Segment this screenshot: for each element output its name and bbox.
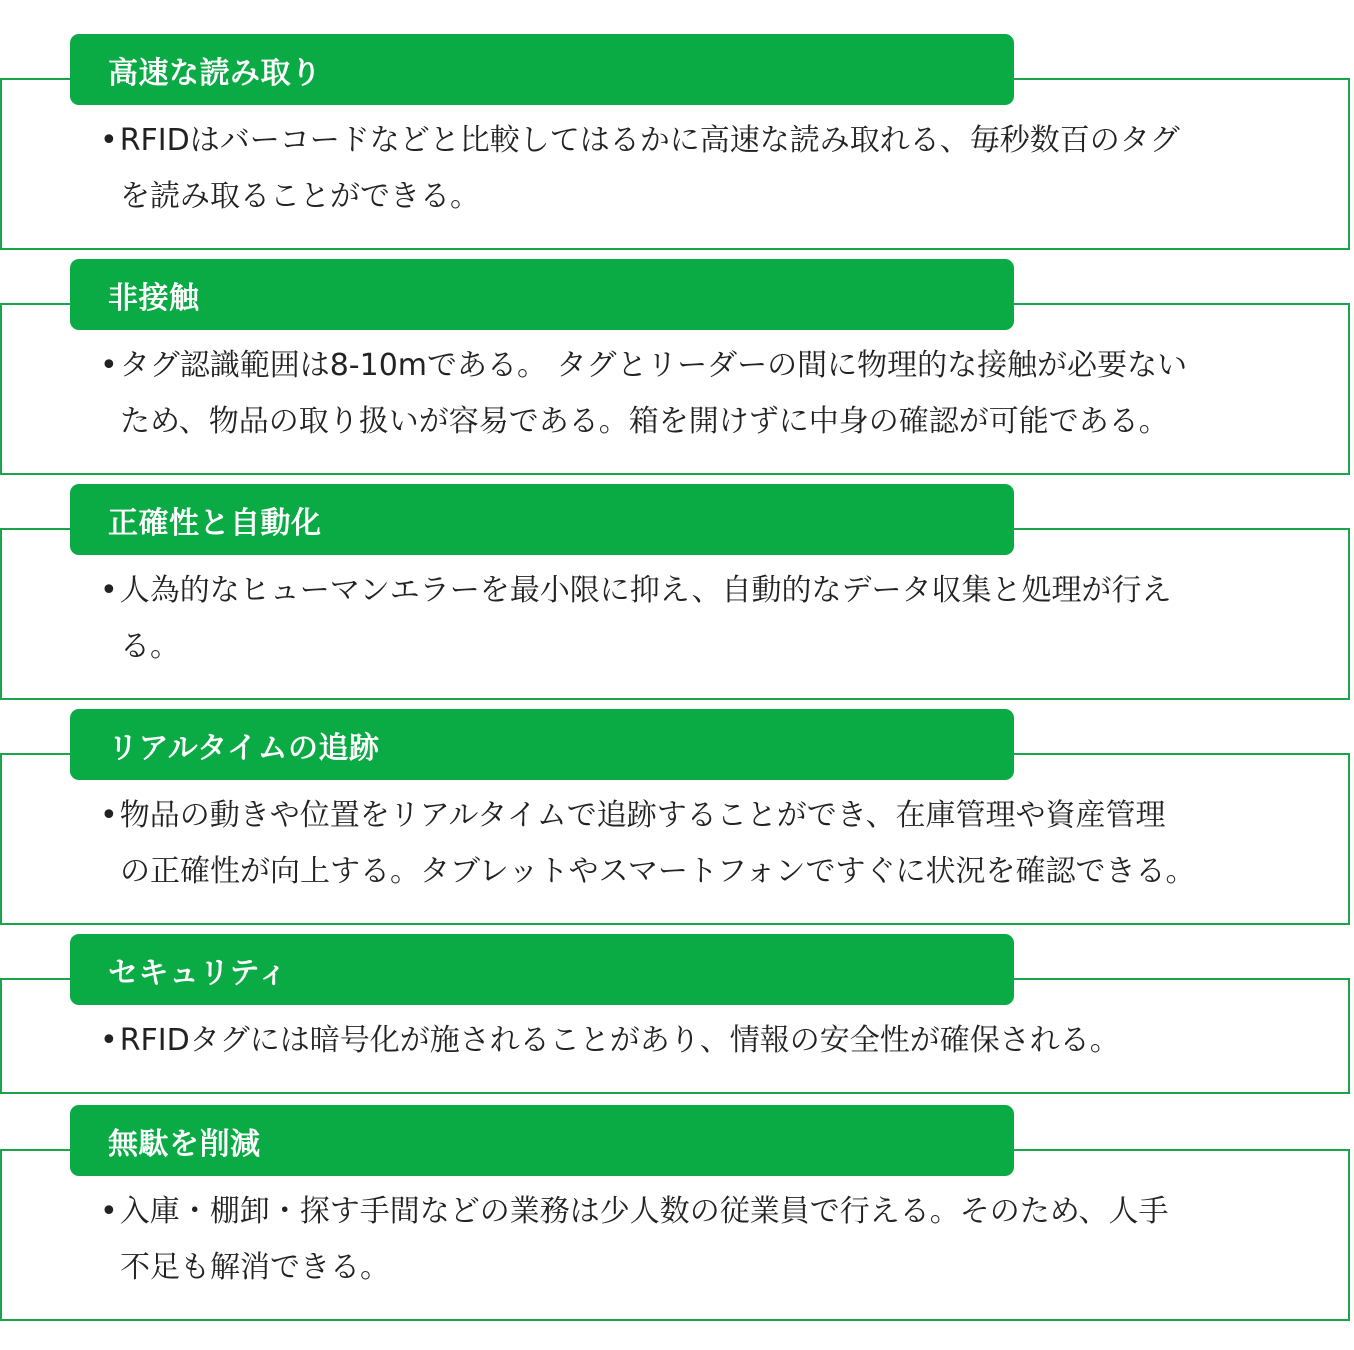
section-heading bbox=[70, 34, 1014, 105]
section-heading bbox=[70, 259, 1014, 330]
section-body bbox=[100, 1184, 1258, 1296]
body-line: •人為的なヒューマンエラーを最小限に抑え、自動的なデータ収集と処理が行え bbox=[108, 563, 1258, 619]
section-body bbox=[100, 563, 1258, 675]
body-line: る。 bbox=[120, 629, 180, 664]
body-line: •タグ認識範囲は8-10mである。 タグとリーダーの間に物理的な接触が必要ない bbox=[108, 338, 1258, 394]
section-heading bbox=[70, 709, 1014, 780]
bullet-icon: • bbox=[100, 1023, 118, 1058]
bullet-icon: • bbox=[100, 573, 118, 608]
bullet-icon: • bbox=[100, 798, 118, 833]
section-body bbox=[100, 113, 1258, 225]
section-heading bbox=[70, 934, 1014, 1005]
section-title: セキュリティ bbox=[108, 955, 288, 991]
section-title: 高速な読み取り bbox=[108, 55, 322, 91]
bullet-icon: • bbox=[100, 348, 118, 383]
body-line: •RFIDタグには暗号化が施されることがあり、情報の安全性が確保される。 bbox=[108, 1013, 1258, 1069]
section-heading bbox=[70, 1105, 1014, 1176]
body-line: の正確性が向上する。タブレットやスマートフォンですぐに状況を確認できる。 bbox=[120, 854, 1196, 889]
section-title: 正確性と自動化 bbox=[108, 505, 322, 541]
section-body bbox=[100, 1013, 1258, 1069]
bullet-icon: • bbox=[100, 1194, 118, 1229]
section-heading bbox=[70, 484, 1014, 555]
section-title: 無駄を削減 bbox=[108, 1126, 261, 1162]
section-title: 非接触 bbox=[108, 280, 200, 316]
body-line: •物品の動きや位置をリアルタイムで追跡することができ、在庫管理や資産管理 bbox=[108, 788, 1258, 844]
section-body bbox=[100, 788, 1258, 900]
body-line: 不足も解消できる。 bbox=[120, 1250, 390, 1285]
body-line: を読み取ることができる。 bbox=[120, 179, 480, 214]
body-line: •RFIDはバーコードなどと比較してはるかに高速な読み取れる、毎秒数百のタグ bbox=[108, 113, 1258, 169]
section-title: リアルタイムの追跡 bbox=[108, 730, 380, 766]
section-body bbox=[100, 338, 1258, 450]
bullet-icon: • bbox=[100, 123, 118, 158]
body-line: ため、物品の取り扱いが容易である。箱を開けずに中身の確認が可能である。 bbox=[120, 404, 1169, 439]
body-line: •入庫・棚卸・探す手間などの業務は少人数の従業員で行える。そのため、人手 bbox=[108, 1184, 1258, 1240]
